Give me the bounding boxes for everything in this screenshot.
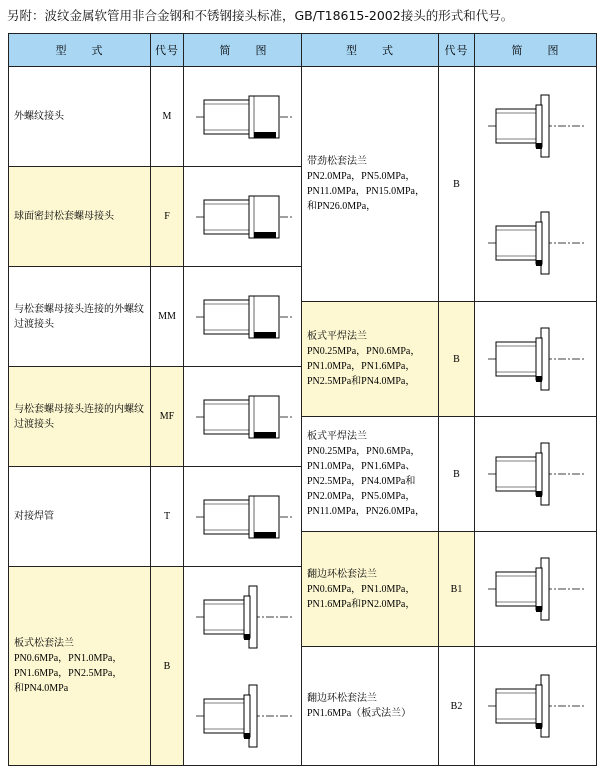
table-header — [9, 34, 303, 67]
table-row — [9, 267, 303, 367]
table-row — [302, 302, 596, 417]
header-code: 代号 — [439, 34, 475, 66]
diagram-cell — [184, 367, 303, 466]
fitting-diagram — [194, 282, 294, 352]
fitting-diagram — [194, 681, 294, 751]
fitting-type: 外螺纹接头 — [9, 67, 151, 166]
fitting-code: MF — [151, 367, 184, 466]
table-row — [302, 532, 596, 647]
fitting-code: B — [151, 567, 184, 765]
fitting-diagram — [486, 208, 586, 278]
table-header — [302, 34, 596, 67]
table-row — [9, 367, 303, 467]
fitting-diagram — [486, 91, 586, 161]
header-code: 代号 — [151, 34, 184, 66]
diagram-cell — [184, 67, 303, 166]
fitting-type: 翻边环松套法兰 PN0.6MPa，PN1.0MPa， PN1.6MPa和PN2.0MPa， — [302, 532, 439, 646]
fitting-diagram — [194, 482, 294, 552]
header-diagram: 简 图 — [511, 44, 560, 57]
fitting-type: 对接焊管 — [9, 467, 151, 566]
fitting-type: 带劲松套法兰 PN2.0MPa，PN5.0MPa， PN11.0MPa，PN15.0MPa， 和PN26.0MPa， — [302, 67, 439, 301]
table-row — [9, 567, 303, 765]
table-row — [302, 417, 596, 532]
fitting-diagram — [194, 182, 294, 252]
fitting-code: B2 — [439, 647, 475, 765]
fitting-code: T — [151, 467, 184, 566]
fitting-code: B — [439, 67, 475, 301]
page-title: 另附：波纹金属软管用非合金钢和不锈钢接头标准，GB/T18615-2002接头的形式和代号。 — [7, 8, 514, 23]
diagram-cell — [184, 567, 303, 765]
fitting-code: B — [439, 302, 475, 416]
fitting-type: 板式平焊法兰 PN0.25MPa，PN0.6MPa， PN1.0MPa，PN1.6MPa， PN2.5MPa和PN4.0MPa， — [302, 302, 439, 416]
right-table — [301, 33, 597, 766]
diagram-cell — [184, 467, 303, 566]
header-diagram: 简 图 — [219, 44, 268, 57]
diagram-cell — [184, 267, 303, 366]
table-row — [9, 467, 303, 567]
fitting-type: 板式平焊法兰 PN0.25MPa，PN0.6MPa， PN1.0MPa，PN1.6MPa、 PN2.5MPa，PN4.0MPa和 PN2.0MPa，PN5.0MPa， PN11.0MPa，PN26.0MPa， — [302, 417, 439, 531]
fitting-diagram — [194, 382, 294, 452]
fitting-code: B1 — [439, 532, 475, 646]
fitting-type: 翻边环松套法兰 PN1.6MPa（板式法兰） — [302, 647, 439, 765]
fitting-diagram — [486, 671, 586, 741]
diagram-cell — [475, 417, 596, 531]
fitting-type: 与松套螺母接头连接的外螺纹过渡接头 — [9, 267, 151, 366]
header-type: 型 式 — [302, 34, 439, 66]
diagram-cell — [475, 302, 596, 416]
header-type: 型 式 — [9, 34, 151, 66]
fitting-diagram — [486, 439, 586, 509]
fitting-type: 与松套螺母接头连接的内螺纹过渡接头 — [9, 367, 151, 466]
diagram-cell — [184, 167, 303, 266]
fitting-type: 球面密封松套螺母接头 — [9, 167, 151, 266]
diagram-cell — [475, 647, 596, 765]
fitting-code: MM — [151, 267, 184, 366]
table-row — [9, 167, 303, 267]
diagram-cell — [475, 67, 596, 301]
table-row — [302, 67, 596, 302]
fitting-diagram — [486, 554, 586, 624]
table-row — [9, 67, 303, 167]
fitting-code: M — [151, 67, 184, 166]
fitting-diagram — [486, 324, 586, 394]
left-table — [8, 33, 304, 766]
fitting-diagram — [194, 82, 294, 152]
fitting-code: F — [151, 167, 184, 266]
fitting-code: B — [439, 417, 475, 531]
fitting-type: 板式松套法兰 PN0.6MPa，PN1.0MPa， PN1.6MPa，PN2.5MPa， 和PN4.0MPa — [9, 567, 151, 765]
table-row — [302, 647, 596, 765]
fitting-diagram — [194, 582, 294, 652]
diagram-cell — [475, 532, 596, 646]
